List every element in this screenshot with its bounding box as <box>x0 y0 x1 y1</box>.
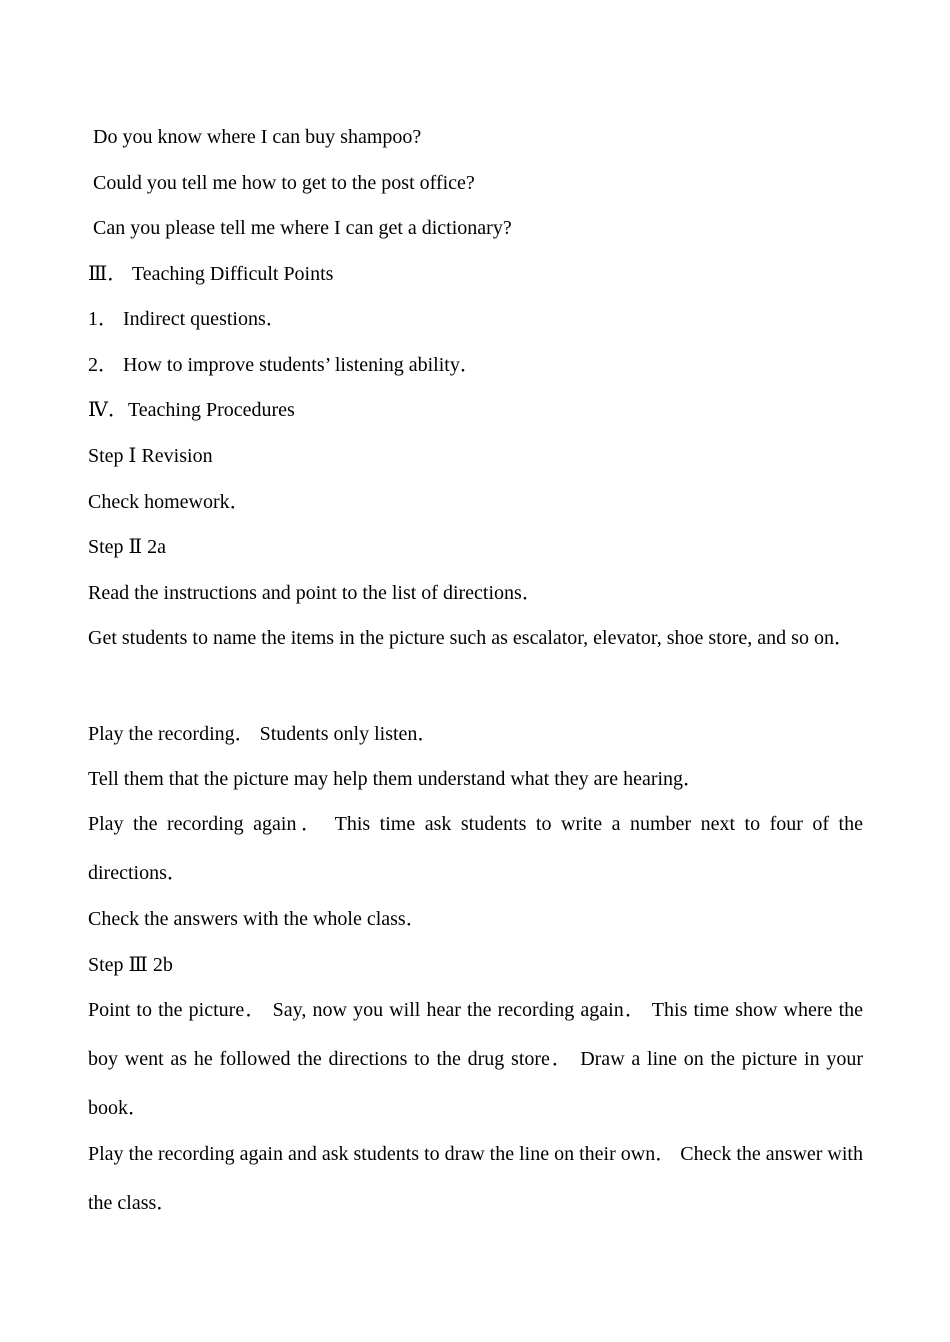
step-3-heading: Step Ⅲ 2b <box>88 954 173 976</box>
step-2-check-answers: Check the answers with the whole class． <box>88 908 426 930</box>
difficult-point-1: 1． Indirect questions． <box>88 308 286 330</box>
section-heading-procedures: Ⅳ．Teaching Procedures <box>88 399 295 421</box>
difficult-point-2: 2． How to improve students’ listening ability． <box>88 354 480 376</box>
step-2-name-items: Get students to name the items in the picture such as escalator, elevator, shoe store, and so on． <box>88 627 854 649</box>
step-2-tell-them: Tell them that the picture may help them understand what they are hearing． <box>88 768 704 790</box>
step-2-play-recording: Play the recording． Students only listen． <box>88 723 438 745</box>
section-heading-difficult-points: Ⅲ． Teaching Difficult Points <box>88 263 334 285</box>
step-3-point-to-picture: Point to the picture． Say, now you will hear the recording again． This time show where the boy went as he followed the directions to the drug store． Draw a line on the picture in your book． <box>88 999 863 1119</box>
step-2-play-again: Play the recording again． This time ask students to write a number next to four of the directions． <box>88 813 863 884</box>
step-1-text: Check homework． <box>88 491 250 513</box>
step-2-heading: Step Ⅱ 2a <box>88 536 167 558</box>
step-2-instruction: Read the instructions and point to the list of directions． <box>88 582 542 604</box>
example-question-post-office: Could you tell me how to get to the post office? <box>93 172 475 194</box>
example-question-shampoo: Do you know where I can buy shampoo? <box>93 126 422 148</box>
step-3-draw-line: Play the recording again and ask students to draw the line on their own． Check the answer with the class． <box>88 1143 863 1214</box>
example-question-dictionary: Can you please tell me where I can get a dictionary? <box>93 217 512 239</box>
step-1-heading: Step Ⅰ Revision <box>88 445 213 467</box>
